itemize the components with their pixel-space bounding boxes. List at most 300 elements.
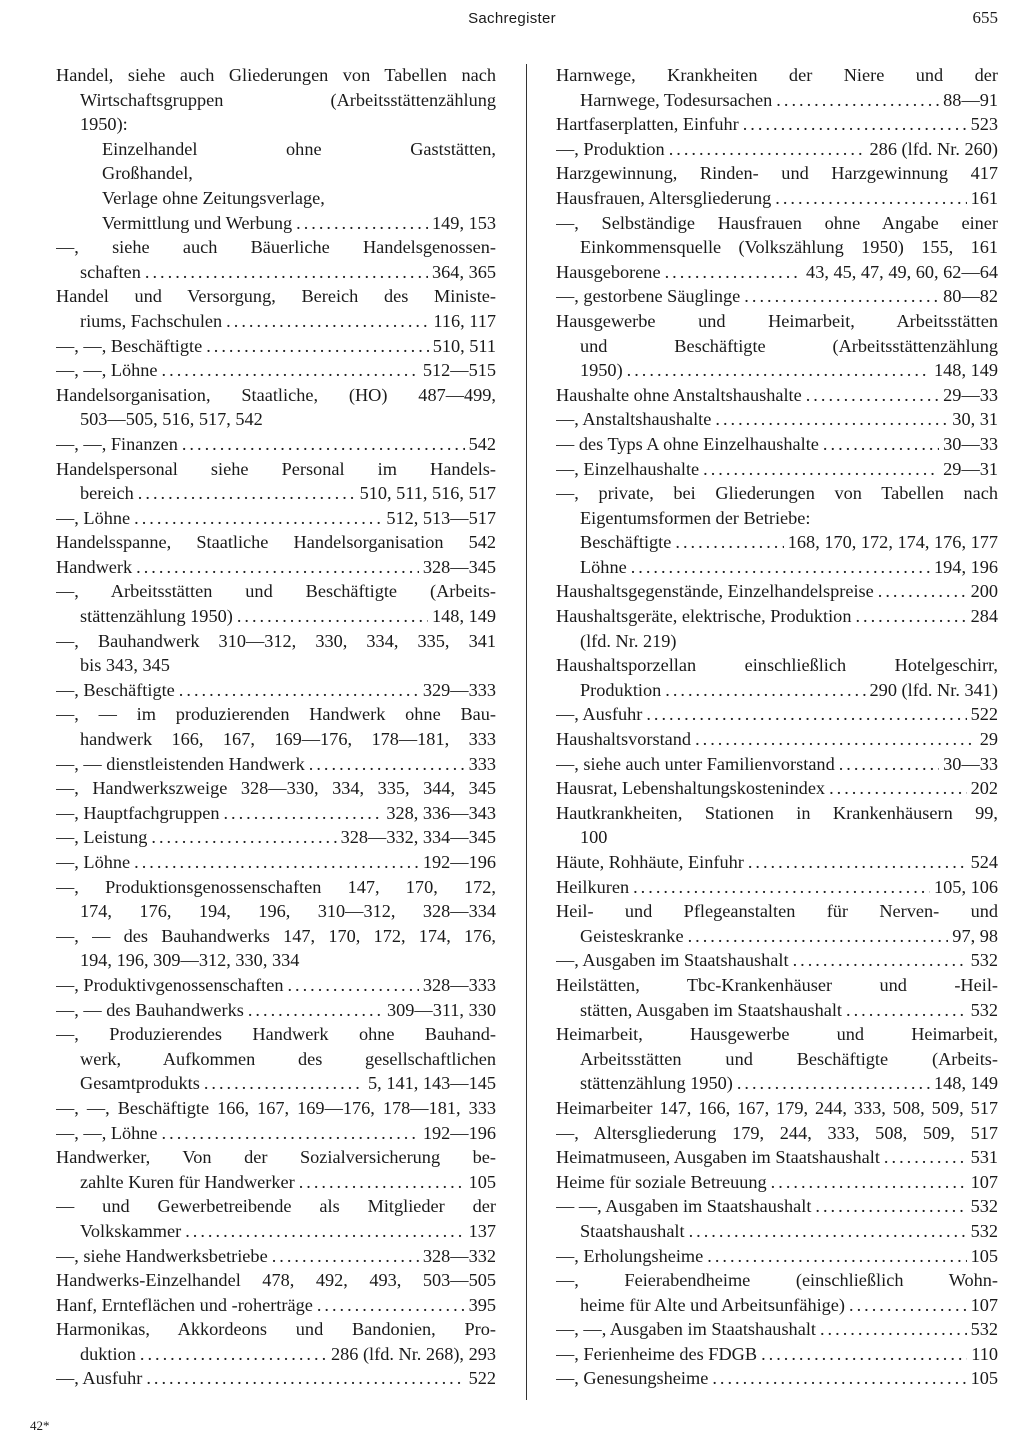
entry-term: zahlte Kuren für Handwerker: [80, 1171, 295, 1192]
leader-dots: [272, 1244, 419, 1269]
leader-dots: [669, 137, 866, 162]
index-entry: [556, 88, 998, 113]
index-entry: [556, 1096, 998, 1121]
entry-term: —, — dienstleistenden Handwerk: [56, 753, 305, 774]
entry-term: Heimarbeiter 147, 166, 167, 179, 244, 333, 508, 509, 517: [556, 1097, 998, 1118]
leader-dots: [665, 678, 865, 703]
index-entry: [56, 752, 496, 777]
index-entry: [56, 1244, 496, 1269]
index-entry: [56, 1366, 496, 1391]
running-header: Sachregister: [468, 10, 556, 27]
entry-term: — und Gewerbetreibende als Mitglieder der: [56, 1196, 496, 1217]
page-reference: 194, 196: [934, 556, 998, 577]
entry-term: Heil- und Pflegeanstalten für Nerven- und: [556, 901, 998, 922]
entry-term: Harnwege, Todesursachen: [580, 89, 773, 110]
index-entry: [56, 1145, 496, 1170]
page-reference: 329—333: [422, 679, 496, 700]
index-entry: [56, 235, 496, 260]
page-reference: 80—82: [943, 286, 998, 307]
entry-term: Handel, siehe auch Gliederungen von Tabellen nach: [56, 65, 496, 85]
entry-term: stättenzählung 1950): [580, 1073, 733, 1094]
entry-term: —, Produktivgenossenschaften: [56, 974, 284, 995]
index-entry: [56, 825, 496, 850]
page-reference: 328—332: [422, 1245, 496, 1266]
page-reference: 532: [970, 999, 998, 1020]
entry-term: —, —, Löhne: [56, 1122, 158, 1143]
index-entry: [56, 383, 496, 408]
index-entry: [556, 629, 998, 654]
page-reference: 200: [970, 581, 998, 602]
index-entry: [56, 161, 496, 186]
index-entry: [56, 88, 496, 113]
entry-term: duktion: [80, 1343, 136, 1364]
index-entry: [556, 924, 998, 949]
page-reference: 522: [468, 1368, 496, 1389]
entry-term: —, — des Bauhandwerks: [56, 999, 244, 1020]
leader-dots: [226, 309, 429, 334]
index-entry: [56, 481, 496, 506]
page-reference: 522: [970, 704, 998, 725]
leader-dots: [309, 752, 465, 777]
index-entry: [556, 1022, 998, 1047]
entry-term: Einkommensquelle (Volkszählung 1950) 155, 161: [580, 237, 998, 258]
entry-term: —, Altersgliederung 179, 244, 333, 508, 509, 517: [556, 1122, 998, 1143]
entry-term: —, Ferienheime des FDGB: [556, 1343, 758, 1364]
leader-dots: [771, 1170, 967, 1195]
index-entry: [56, 924, 496, 949]
leader-dots: [182, 432, 465, 457]
page-reference: 110: [971, 1343, 998, 1364]
entry-term: —, Ausfuhr: [56, 1368, 143, 1389]
entry-term: heime für Alte und Arbeitsunfähige): [580, 1294, 846, 1315]
entry-term: 1950):: [80, 114, 128, 135]
leader-dots: [206, 334, 428, 359]
leader-dots: [703, 457, 939, 482]
leader-dots: [715, 407, 948, 432]
page-reference: 523: [970, 114, 998, 135]
index-entry: [556, 358, 998, 383]
entry-term: bereich: [80, 483, 134, 504]
entry-term: —, gestorbene Säuglinge: [556, 286, 741, 307]
index-entry: [556, 1071, 998, 1096]
page-reference: 284: [970, 606, 998, 627]
entry-term: —, — des Bauhandwerks 147, 170, 172, 174, 176,: [56, 925, 496, 946]
page-reference: 328, 336—343: [386, 802, 496, 823]
index-entry: [56, 506, 496, 531]
page-reference: 512—515: [422, 360, 496, 381]
page-reference: 30, 31: [952, 409, 998, 430]
index-entry: [556, 334, 998, 359]
entry-term: Harzgewinnung, Rinden- und Harzgewinnung 417: [556, 163, 998, 184]
leader-dots: [185, 1219, 464, 1244]
page-reference: 105: [970, 1368, 998, 1389]
index-entry: [56, 1219, 496, 1244]
entry-term: —, —, Löhne: [56, 360, 158, 381]
entry-term: —, Produktion: [556, 138, 665, 159]
index-entry: [556, 186, 998, 211]
entry-term: Haushaltsvorstand: [556, 729, 692, 750]
index-entry: [56, 112, 496, 137]
entry-term: Heime für soziale Betreuung: [556, 1171, 767, 1192]
leader-dots: [815, 1194, 966, 1219]
leader-dots: [134, 506, 382, 531]
index-entry: [556, 506, 998, 531]
index-entry: [56, 702, 496, 727]
index-entry: [56, 678, 496, 703]
entry-term: —, siehe auch unter Familienvorstand: [556, 753, 835, 774]
leader-dots: [793, 948, 967, 973]
index-entry: [56, 727, 496, 752]
leader-dots: [761, 1342, 967, 1367]
leader-dots: [223, 801, 382, 826]
index-entry: [556, 211, 998, 236]
page-reference: 309—311, 330: [386, 999, 496, 1020]
index-column-left: [56, 63, 496, 1391]
entry-term: Volkskammer: [80, 1220, 182, 1241]
index-entry: [556, 260, 998, 285]
page-reference: 107: [970, 1171, 998, 1192]
entry-term: —, Bauhandwerk 310—312, 330, 334, 335, 341: [56, 630, 496, 651]
leader-dots: [633, 875, 930, 900]
index-entry: [556, 432, 998, 457]
page-reference: 161: [970, 187, 998, 208]
entry-term: Staatshaushalt: [580, 1220, 685, 1241]
index-entry: [556, 309, 998, 334]
index-entry: [556, 604, 998, 629]
index-entry: [56, 1342, 496, 1367]
entry-term: Eigentumsformen der Betriebe:: [580, 507, 811, 528]
leader-dots: [884, 1145, 967, 1170]
page-reference: 532: [970, 1319, 998, 1340]
entry-term: stätten, Ausgaben im Staatshaushalt: [580, 999, 842, 1020]
leader-dots: [134, 850, 419, 875]
index-entry: [56, 1121, 496, 1146]
entry-term: —, Einzelhaushalte: [556, 458, 700, 479]
page-reference: 116, 117: [433, 310, 496, 331]
entry-term: —, Genesungsheime: [556, 1368, 709, 1389]
leader-dots: [248, 998, 383, 1023]
entry-term: —, Handwerkszweige 328—330, 334, 335, 344, 345: [56, 778, 496, 799]
entry-term: —, Leistung: [56, 827, 148, 848]
entry-term: Arbeitsstätten und Beschäftigte (Arbeits-: [580, 1048, 998, 1069]
leader-dots: [646, 702, 966, 727]
index-entry: [56, 63, 496, 88]
index-entry: [556, 727, 998, 752]
entry-term: Hautkrankheiten, Stationen in Krankenhäusern 99,: [556, 802, 998, 823]
leader-dots: [776, 88, 939, 113]
index-entry: [556, 284, 998, 309]
entry-term: Handwerker, Von der Sozialversicherung be-: [56, 1147, 496, 1168]
entry-term: — des Typs A ohne Einzelhaushalte: [556, 433, 819, 454]
leader-dots: [179, 678, 419, 703]
index-entry: [556, 112, 998, 137]
leader-dots: [299, 1170, 465, 1195]
entry-term: 1950): [580, 360, 623, 381]
page-reference: 328—345: [422, 556, 496, 577]
entry-term: —, Feierabendheime (einschließlich Wohn-: [556, 1270, 998, 1291]
page-reference: 168, 170, 172, 174, 176, 177: [787, 532, 998, 553]
index-entry: [56, 629, 496, 654]
leader-dots: [631, 555, 930, 580]
leader-dots: [146, 1366, 464, 1391]
index-entry: [56, 284, 496, 309]
entry-term: Handel und Versorgung, Bereich des Ministe-: [56, 286, 496, 307]
entry-term: Heimatmuseen, Ausgaben im Staatshaushalt: [556, 1147, 880, 1168]
entry-term: —, Selbständige Hausfrauen ohne Angabe einer: [556, 212, 998, 233]
entry-term: Heilkuren: [556, 876, 630, 897]
page-reference: 192—196: [422, 852, 496, 872]
leader-dots: [665, 260, 802, 285]
leader-dots: [688, 924, 949, 949]
entry-term: —, Erholungsheime: [556, 1245, 704, 1266]
entry-term: Großhandel,: [102, 163, 193, 184]
index-entry: [556, 1194, 998, 1219]
page-reference: 149, 153: [432, 212, 496, 233]
entry-term: und Beschäftigte (Arbeitsstättenzählung: [580, 335, 998, 356]
entry-term: —, —, Finanzen: [56, 433, 178, 454]
leader-dots: [744, 284, 939, 309]
index-entry: [556, 702, 998, 727]
index-entry: [556, 1047, 998, 1072]
signature-mark: 42*: [30, 1418, 50, 1433]
index-entry: [56, 1022, 496, 1047]
index-entry: [56, 457, 496, 482]
index-entry: [556, 555, 998, 580]
page-reference: 107: [970, 1294, 998, 1315]
index-entry: [556, 1121, 998, 1146]
entry-term: werk, Aufkommen des gesellschaftlichen: [80, 1048, 496, 1069]
index-entry: [56, 137, 496, 162]
index-entry: [556, 653, 998, 678]
index-entry: [56, 211, 496, 236]
leader-dots: [138, 481, 356, 506]
page-reference: 30—33: [943, 433, 998, 454]
index-entry: [556, 973, 998, 998]
index-entry: [56, 801, 496, 826]
entry-term: Hartfaserplatten, Einfuhr: [556, 114, 739, 135]
index-entry: [56, 1170, 496, 1195]
leader-dots: [675, 530, 783, 555]
page-reference: 29—33: [943, 384, 998, 405]
column-divider: [526, 64, 527, 1400]
index-entry: [56, 407, 496, 432]
entry-term: Handelspersonal siehe Personal im Handels-: [56, 458, 496, 479]
page-reference: 5, 141, 143—145: [368, 1073, 496, 1094]
index-entry: [56, 850, 496, 875]
index-entry: [556, 678, 998, 703]
entry-term: stättenzählung 1950): [80, 606, 233, 627]
leader-dots: [145, 260, 428, 285]
entry-term: —, siehe auch Bäuerliche Handelsgenossen-: [56, 237, 496, 258]
leader-dots: [748, 850, 967, 875]
leader-dots: [162, 358, 419, 383]
index-entry: [56, 875, 496, 900]
entry-term: Handwerk: [56, 556, 133, 577]
entry-term: 100: [580, 827, 608, 848]
index-entry: [56, 555, 496, 580]
index-entry: [56, 948, 496, 973]
entry-term: —, —, Ausgaben im Staatshaushalt: [556, 1319, 816, 1340]
entry-term: Hanf, Ernteflächen und -roherträge: [56, 1294, 313, 1315]
entry-term: Löhne: [580, 556, 627, 577]
leader-dots: [287, 973, 418, 998]
page-reference: 202: [970, 778, 998, 799]
leader-dots: [849, 1293, 967, 1318]
entry-term: Vermittlung und Werbung: [102, 212, 293, 233]
index-entry: [56, 1096, 496, 1121]
page-reference: 105: [468, 1171, 496, 1192]
page-reference: 148, 149: [934, 360, 998, 381]
entry-term: Harmonikas, Akkordeons und Bandonien, Pro-: [56, 1319, 496, 1340]
entry-term: —, Anstaltshaushalte: [556, 409, 712, 430]
leader-dots: [707, 1244, 966, 1269]
entry-term: Haushaltsgegenstände, Einzelhandelspreise: [556, 581, 874, 602]
entry-term: 194, 196, 309—312, 330, 334: [80, 950, 300, 971]
leader-dots: [296, 211, 428, 236]
index-entry: [556, 1293, 998, 1318]
page-reference: 29—31: [943, 458, 998, 479]
entry-term: Verlage ohne Zeitungsverlage,: [102, 187, 325, 208]
page-reference: 531: [970, 1147, 998, 1168]
index-entry: [556, 1145, 998, 1170]
entry-term: —, Ausfuhr: [556, 704, 643, 725]
index-entry: [556, 899, 998, 924]
entry-term: Produktion: [580, 679, 662, 700]
entry-term: Heimarbeit, Hausgewerbe und Heimarbeit,: [556, 1024, 998, 1045]
leader-dots: [820, 1317, 967, 1342]
leader-dots: [775, 186, 966, 211]
index-entry: [56, 334, 496, 359]
index-entry: [56, 1268, 496, 1293]
entry-term: —, Produzierendes Handwerk ohne Bauhand-: [56, 1024, 496, 1045]
leader-dots: [846, 998, 967, 1023]
page-reference: 510, 511, 516, 517: [359, 483, 496, 504]
entry-term: —, Arbeitsstätten und Beschäftigte (Arbeits-: [56, 581, 496, 602]
index-entry: [56, 1293, 496, 1318]
index-entry: [56, 604, 496, 629]
page-reference: 532: [970, 1220, 998, 1241]
leader-dots: [140, 1342, 327, 1367]
entry-term: —, siehe Handwerksbetriebe: [56, 1245, 268, 1266]
index-entry: [556, 383, 998, 408]
index-entry: [556, 235, 998, 260]
index-entry: [556, 530, 998, 555]
page-reference: 29: [979, 729, 998, 750]
index-entry: [556, 63, 998, 88]
leader-dots: [162, 1121, 419, 1146]
index-entry: [56, 998, 496, 1023]
index-entry: [56, 579, 496, 604]
index-entry: [556, 137, 998, 162]
entry-term: Geisteskranke: [580, 925, 684, 946]
leader-dots: [136, 555, 419, 580]
index-entry: [556, 752, 998, 777]
entry-term: —, private, bei Gliederungen von Tabellen nach: [556, 483, 998, 504]
entry-term: Hausfrauen, Altersgliederung: [556, 187, 772, 208]
entry-term: —, Beschäftigte: [56, 679, 175, 700]
index-entry: [56, 1317, 496, 1342]
page-reference: 88—91: [943, 89, 998, 110]
entry-term: riums, Fachschulen: [80, 310, 223, 331]
leader-dots: [695, 727, 976, 752]
page-reference: 105: [970, 1245, 998, 1266]
page-reference: 43, 45, 47, 49, 60, 62—64: [806, 261, 998, 282]
entry-term: Beschäftigte: [580, 532, 672, 553]
leader-dots: [204, 1071, 364, 1096]
index-entry: [556, 457, 998, 482]
index-entry: [56, 186, 496, 211]
index-entry: [56, 1071, 496, 1096]
page-reference: 542: [468, 433, 496, 454]
page-reference: 192—196: [422, 1122, 496, 1143]
index-entry: [56, 973, 496, 998]
index-entry: [556, 776, 998, 801]
index-entry: [56, 309, 496, 334]
page-reference: 286 (lfd. Nr. 260): [869, 138, 998, 159]
index-entry: [56, 358, 496, 383]
index-entry: [556, 875, 998, 900]
entry-term: 174, 176, 194, 196, 310—312, 328—334: [80, 901, 496, 922]
index-entry: [556, 801, 998, 826]
entry-term: —, Löhne: [56, 852, 131, 872]
entry-term: —, — im produzierenden Handwerk ohne Bau-: [56, 704, 496, 725]
page-reference: 510, 511: [432, 335, 496, 356]
page-reference: 328—332, 334—345: [340, 827, 496, 848]
index-entry: [56, 432, 496, 457]
page-reference: 286 (lfd. Nr. 268), 293: [330, 1343, 496, 1364]
entry-term: Einzelhandel ohne Gaststätten,: [102, 138, 496, 159]
index-entry: [56, 776, 496, 801]
leader-dots: [823, 432, 939, 457]
page-reference: 524: [970, 852, 998, 872]
index-entry: [556, 998, 998, 1023]
leader-dots: [878, 579, 967, 604]
index-entry: [56, 653, 496, 678]
entry-term: —, Löhne: [56, 507, 131, 528]
leader-dots: [839, 752, 939, 777]
index-entry: [556, 1342, 998, 1367]
entry-term: bis 343, 345: [80, 655, 170, 676]
entry-term: Haushalte ohne Anstaltshaushalte: [556, 384, 802, 405]
index-entry: [556, 161, 998, 186]
page-reference: 395: [468, 1294, 496, 1315]
page-reference: 512, 513—517: [386, 507, 496, 528]
entry-term: —, Produktionsgenossenschaften 147, 170, 172,: [56, 876, 496, 897]
index-entry: [556, 1317, 998, 1342]
index-entry: [56, 1194, 496, 1219]
entry-term: Handwerks-Einzelhandel 478, 492, 493, 503—505: [56, 1270, 496, 1291]
entry-term: Haushaltsgeräte, elektrische, Produktion: [556, 606, 852, 627]
index-entry: [56, 530, 496, 555]
entry-term: Hausgeborene: [556, 261, 661, 282]
leader-dots: [737, 1071, 930, 1096]
index-entry: [556, 1170, 998, 1195]
page-reference: 148, 149: [432, 606, 496, 627]
index-entry: [556, 825, 998, 850]
page-reference: 532: [970, 950, 998, 971]
index-entry: [556, 1219, 998, 1244]
index-entry: [556, 948, 998, 973]
page-reference: 532: [970, 1196, 998, 1217]
page-reference: 328—333: [422, 974, 496, 995]
index-entry: [56, 1047, 496, 1072]
entry-term: Heilstätten, Tbc-Krankenhäuser und -Heil-: [556, 974, 998, 995]
leader-dots: [689, 1219, 967, 1244]
entry-term: Gesamtprodukts: [80, 1073, 200, 1094]
entry-term: Hausgewerbe und Heimarbeit, Arbeitsstätten: [556, 310, 998, 331]
index-column-right: [556, 63, 998, 1391]
entry-term: Harnwege, Krankheiten der Niere und der: [556, 65, 998, 85]
